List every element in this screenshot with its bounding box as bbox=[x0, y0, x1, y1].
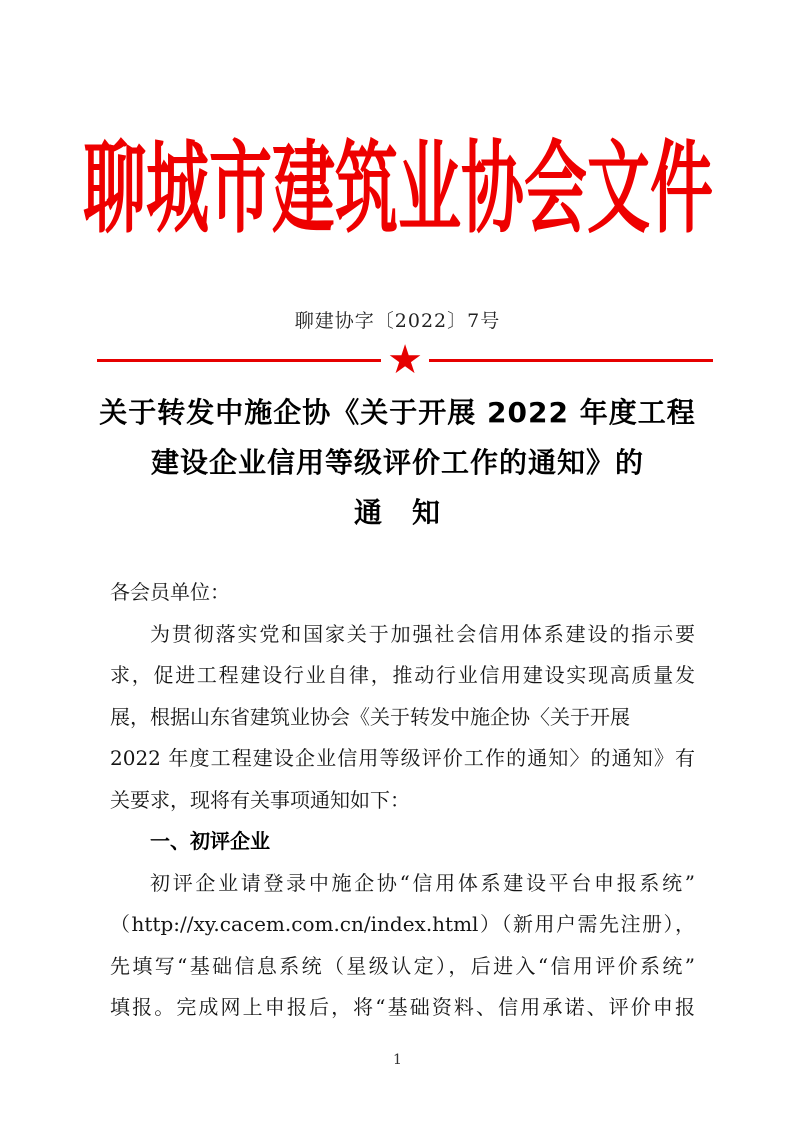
divider-line-left bbox=[97, 359, 381, 362]
red-divider bbox=[97, 337, 713, 383]
body-line-url: （http://xy.cacem.com.cn/index.html）（新用户需先注册）， bbox=[110, 912, 695, 936]
letterhead-banner bbox=[0, 128, 795, 247]
body-line: 为贯彻落实党和国家关于加强社会信用体系建设的指示要 bbox=[150, 621, 695, 646]
organization-name: 聊城市建筑业协会文件 bbox=[82, 128, 713, 247]
title-line-1: 关于转发中施企协《关于开展 2022 年度工程 bbox=[99, 396, 696, 429]
page-number: 1 bbox=[393, 1052, 402, 1068]
body-line-salutation: 各会员单位： bbox=[110, 580, 230, 604]
body-line: 先填写“基础信息系统（星级认定），后进入“信用评价系统” bbox=[110, 953, 695, 978]
body-line: 2022 年度工程建设企业信用等级评价工作的通知〉的通知》有 bbox=[110, 746, 695, 770]
title-line-2: 建设企业信用等级评价工作的通知》的 bbox=[150, 446, 644, 479]
star-icon: ★ bbox=[387, 337, 423, 383]
document-title bbox=[0, 388, 795, 538]
body-line: 填报。完成网上申报后，将“基础资料、信用承诺、评价申报 bbox=[110, 995, 695, 1019]
body-line: 初评企业请登录中施企协“信用体系建设平台申报系统” bbox=[150, 870, 695, 895]
divider-line-right bbox=[429, 359, 713, 362]
body-line: 展，根据山东省建筑业协会《关于转发中施企协〈关于开展 bbox=[110, 704, 630, 729]
title-line-3: 通 知 bbox=[353, 496, 441, 529]
document-body bbox=[110, 572, 695, 1029]
body-line: 求，促进工程建设行业自律，推动行业信用建设实现高质量发 bbox=[110, 663, 695, 687]
body-line: 关要求，现将有关事项通知如下： bbox=[110, 787, 410, 812]
section-heading-1: 一、初评企业 bbox=[150, 829, 270, 853]
document-number: 聊建协字〔2022〕7号 bbox=[294, 310, 501, 332]
